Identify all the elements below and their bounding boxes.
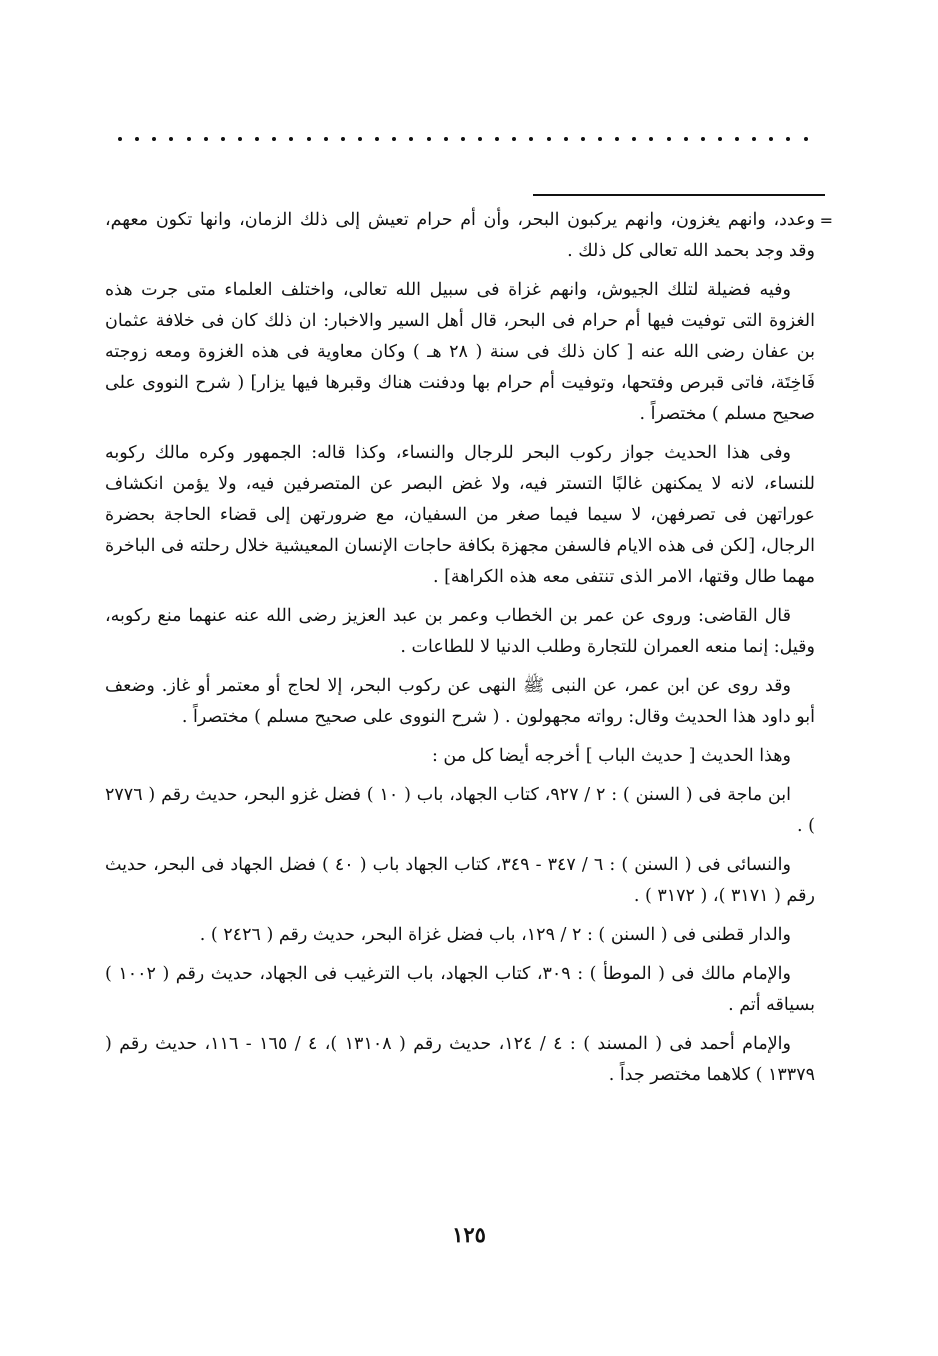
footnote-paragraph: وهذا الحديث [ حديث الباب ] أخرجه أيضا كل من : — [431, 746, 791, 766]
separator-dot — [461, 137, 465, 141]
separator-dot — [632, 137, 636, 141]
separator-dot — [427, 137, 431, 141]
separator-dot — [529, 137, 533, 141]
separator-dot — [324, 137, 328, 141]
separator-dot — [221, 137, 225, 141]
separator-dot — [118, 137, 122, 141]
separator-dot — [701, 137, 705, 141]
separator-dot — [358, 137, 362, 141]
separator-dot — [752, 137, 756, 141]
separator-dot — [786, 137, 790, 141]
separator-dot — [478, 137, 482, 141]
footnote-paragraph — [105, 205, 833, 267]
separator-dot — [289, 137, 293, 141]
paragraph-text: وعدد، وانهم يغزون، وانهم يركبون البحر، وأن أم حرام تعيش إلى ذلك الزمان، وانها تكون معهم، وقد وجد بحمد الله تعالى كل ذلك . — [105, 210, 815, 261]
separator-dot — [684, 137, 688, 141]
separator-dot — [392, 137, 396, 141]
separator-dot — [307, 137, 311, 141]
footnote-paragraph: قال القاضى: وروى عن عمر بن الخطاب وعمر بن عبد العزيز رضى الله عنه عنهما منع ركوبه، وقيل: إنما منعه العمران للتجارة وطلب الدنيا لا للطاعات . — [105, 606, 815, 657]
separator-dot — [649, 137, 653, 141]
separator-dot — [495, 137, 499, 141]
separator-dot — [444, 137, 448, 141]
page-number: ١٢٥ — [452, 1222, 486, 1247]
separator-dot — [135, 137, 139, 141]
citation-entry: والنسائى فى ( السنن ) : ٦ / ٣٤٧ - ٣٤٩، كتاب الجهاد باب ( ٤٠ ) فضل الجهاد فى البحر، حديث رقم ( ٣١٧١ )، ( ٣١٧٢ ) . — [105, 855, 815, 906]
separator-dot — [272, 137, 276, 141]
separator-dot — [718, 137, 722, 141]
separator-dot — [512, 137, 516, 141]
citation-entry: والدار قطنى فى ( السنن ) : ٢ / ١٢٩، باب فضل غزاة البحر، حديث رقم ( ٢٤٢٦ ) . — [199, 925, 791, 945]
citation-entry: ابن ماجة فى ( السنن ) : ٢ / ٩٢٧، كتاب الجهاد، باب ( ١٠ ) فضل غزو البحر، حديث رقم ( ٢٧٧٦ ) . — [105, 785, 815, 836]
separator-dot — [409, 137, 413, 141]
footnote-paragraph: وقد روى عن ابن عمر، عن النبى ﷺ النهى عن ركوب البحر، إلا لحاج أو معتمر أو غاز. وضعف أبو داود هذا الحديث وقال: رواته مجهولون . ( شرح النووى على صحيح مسلم ) مختصراً . — [105, 676, 815, 727]
separator-dot — [152, 137, 156, 141]
separator-dot — [769, 137, 773, 141]
footnote-paragraph: وفيه فضيلة لتلك الجيوش، وانهم غزاة فى سبيل الله تعالى، واختلف العلماء متى جرت هذه الغزوة التى توفيت فيها أم حرام فى البحر، قال أهل السير والاخبار: ان ذلك كان فى خلافة عثمان بن عفان رضى الله عنه [ كان ذلك فى سنة ( ٢٨ هـ ) وكان معاوية فى هذه الغزوة ومعه زوجته فَاخِتَة، فاتى قبرص وفتحها، وتوفيت أم حرام بها ودفنت هناك وقبرها فيها يزار] ( شرح النووى على صحيح مسلم ) مختصراً . — [105, 280, 815, 424]
separator-dot — [564, 137, 568, 141]
citation-entry: والإمام أحمد فى ( المسند ) : ٤ / ١٢٤، حديث رقم ( ١٣١٠٨ )، ٤ / ١٦٥ - ١١٦، حديث رقم ( ١٣٣٧٩ ) كلاهما مختصر جداً . — [105, 1034, 815, 1085]
separator-dot — [804, 137, 808, 141]
separator-dot — [187, 137, 191, 141]
separator-dot — [547, 137, 551, 141]
separator-dot — [598, 137, 602, 141]
footnote-block — [105, 205, 833, 1099]
separator-dot — [581, 137, 585, 141]
separator-dot — [735, 137, 739, 141]
separator-dot — [255, 137, 259, 141]
citation-entry: والإمام مالك فى ( الموطأ ) : ٣٠٩، كتاب الجهاد، باب الترغيب فى الجهاد، حديث رقم ( ١٠٠٢ ) بسياقه أتم . — [105, 964, 815, 1015]
footnote-divider — [533, 194, 825, 196]
separator-dot — [238, 137, 242, 141]
separator-dot — [615, 137, 619, 141]
continuation-mark: = — [819, 211, 833, 230]
separator-dot — [341, 137, 345, 141]
separator-dot — [667, 137, 671, 141]
separator-dot — [204, 137, 208, 141]
dotted-separator — [118, 132, 808, 146]
separator-dot — [169, 137, 173, 141]
separator-dot — [375, 137, 379, 141]
footnote-paragraph: وفى هذا الحديث جواز ركوب البحر للرجال والنساء، وكذا قاله: الجمهور وكره مالك ركوبه للنساء، لانه لا يمكنهن غالبًا التستر فيه، ولا غض البصر عن المتصرفين فيه، ولا يؤمن انكشاف عوراتهن فى تصرفهن، لا سيما فيما صغر من السفيان، مع ضرورتهن إلى قضاء الحاجة بحضرة الرجال، [لكن فى هذه الايام فالسفن مجهزة بكافة حاجات الإنسان المعيشية خلال رحلته فى الباخرة مهما طال وقتها، الامر الذى تنتفى معه هذه الكراهة] . — [105, 443, 815, 587]
